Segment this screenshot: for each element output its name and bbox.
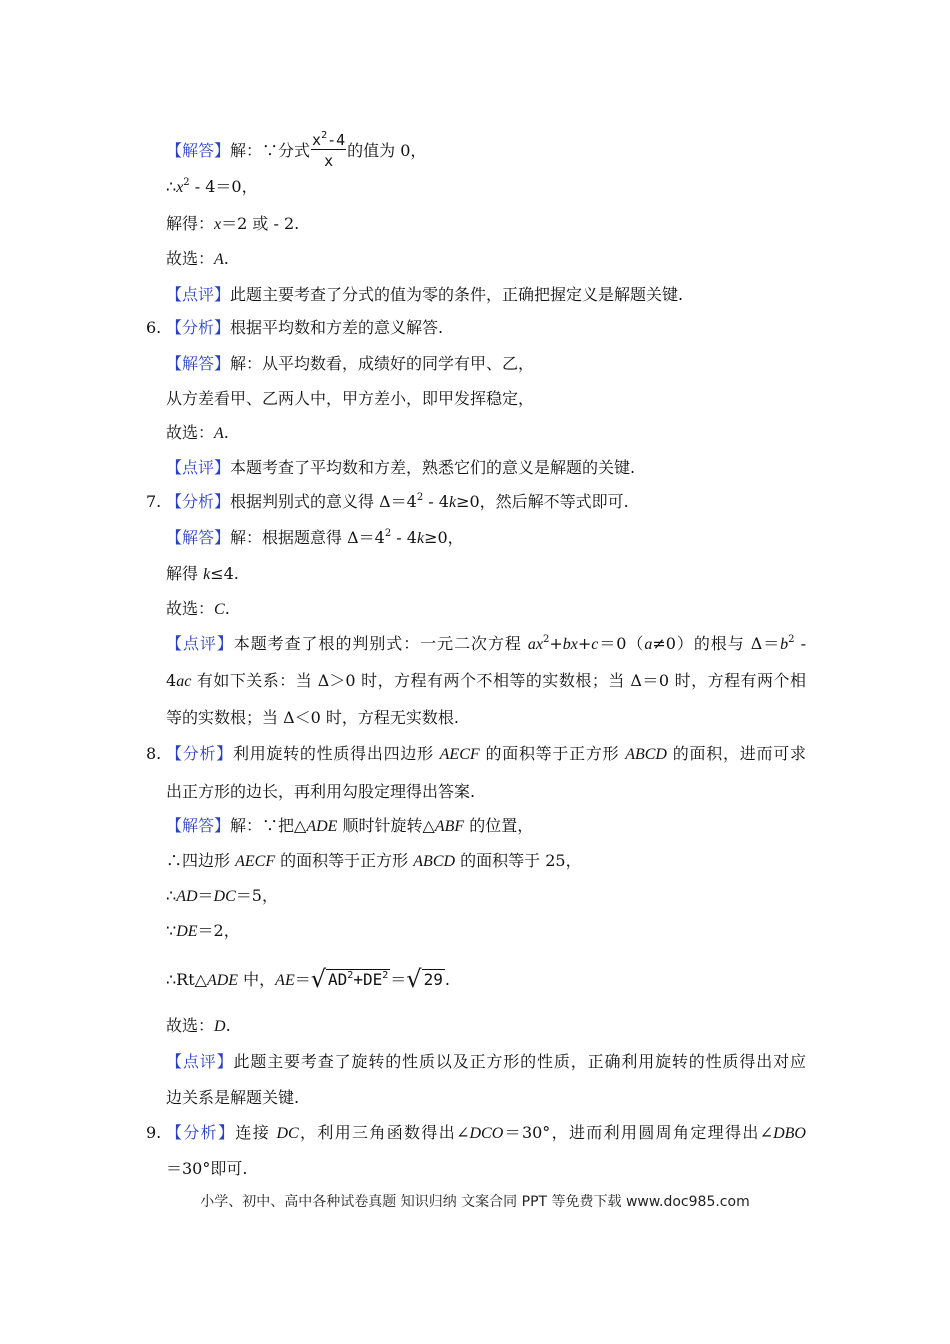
exponent: 2 — [347, 970, 354, 981]
text: 根据判别式的意义得 Δ＝4 — [230, 492, 417, 511]
square-root: √ 29 — [406, 965, 443, 993]
text: 故选： — [166, 599, 215, 618]
text: 故选： — [166, 1016, 215, 1035]
math-variable: AECF — [439, 746, 480, 763]
math-variable: ax — [527, 636, 543, 653]
section-tag: 【点评】 — [166, 634, 234, 653]
text-line — [166, 389, 534, 409]
exponent: 2 — [183, 177, 190, 188]
text-line — [166, 1159, 247, 1179]
math-variable: k — [448, 494, 457, 511]
text: ＝ — [294, 970, 311, 989]
radicand: 29 — [423, 970, 443, 989]
text: 的面积等于正方形 — [275, 851, 414, 870]
text-line — [166, 671, 806, 692]
section-tag: 【解答】 — [166, 141, 231, 160]
text-line — [166, 921, 240, 942]
text-line — [166, 1123, 806, 1144]
text-line — [166, 1052, 806, 1072]
text-line — [166, 1016, 231, 1037]
text: 此题主要考查了旋转的性质以及正方形的性质，正确利用旋转的性质得出对应 — [233, 1052, 806, 1071]
math-variable: DC — [276, 1125, 299, 1142]
text: 的面积等于正方形 — [479, 744, 626, 763]
text: ＝ — [197, 886, 214, 905]
text: ≤4. — [210, 564, 239, 583]
math-variable: x — [214, 216, 222, 233]
text: + — [577, 634, 592, 653]
section-tag: 【点评】 — [166, 1052, 234, 1071]
text: 有如下关系：当 Δ＞0 时，方程有两个不相等的实数根；当 Δ＝0 时，方程有两个相 — [191, 671, 806, 690]
math-variable: x — [176, 179, 184, 196]
math-variable: b — [780, 636, 789, 653]
text-line — [166, 528, 464, 549]
text: 连接 — [235, 1123, 277, 1142]
text: 的面积，进而可求 — [666, 744, 806, 763]
square-root: √ $AD^2+DE^2$ — [310, 965, 389, 993]
text-line — [166, 816, 533, 837]
text: 根据平均数和方差的意义解答. — [230, 318, 444, 337]
section-tag: 【解答】 — [166, 354, 231, 373]
question-number: 9. — [146, 1123, 162, 1142]
text-line — [166, 744, 806, 765]
text: ∴四边形 — [166, 851, 236, 870]
text-line — [166, 354, 534, 374]
text-line — [166, 423, 229, 444]
question-number: 7. — [146, 492, 162, 511]
section-tag: 【分析】 — [166, 744, 233, 763]
text-line — [166, 318, 443, 338]
text: ＝2， — [197, 921, 240, 940]
math-variable: AD — [176, 888, 198, 905]
text: ∴Rt△ — [166, 970, 207, 989]
section-tag: 【解答】 — [166, 528, 231, 547]
question-number: 8. — [146, 744, 162, 763]
text-line — [166, 708, 459, 728]
text: 出正方形的边长，再利用勾股定理得出答案. — [166, 782, 476, 801]
math-variable: c — [591, 636, 599, 653]
text: ∴ — [166, 177, 177, 196]
text: 解得： — [166, 214, 215, 233]
text: - 4 — [423, 492, 449, 511]
text: 顺时针旋转△ — [337, 816, 435, 835]
text: ≥0，然后解不等式即可. — [456, 492, 629, 511]
text-line — [166, 177, 258, 198]
text: ＝0（ — [598, 634, 645, 653]
text-line — [166, 492, 629, 513]
math-variable: DE — [176, 923, 198, 940]
exponent: 2 — [788, 634, 795, 645]
text: 解：根据题意得 Δ＝4 — [230, 528, 385, 547]
text: ∴ — [166, 886, 177, 905]
text: 的面积等于 25， — [455, 851, 582, 870]
math-variable: DBO — [773, 1125, 806, 1142]
math-variable: ADE — [206, 972, 239, 989]
text: ＝5， — [235, 886, 278, 905]
math-variable: a — [644, 636, 653, 653]
math-variable: AE — [275, 972, 295, 989]
radicand: AD — [328, 970, 348, 989]
exponent: 2 — [382, 970, 389, 981]
text: ＝30°，进而利用圆周角定理得出∠ — [503, 1123, 774, 1142]
text: 4 — [166, 671, 177, 690]
denominator: x — [324, 152, 334, 170]
text: . — [225, 1016, 231, 1035]
math-variable: k — [203, 566, 211, 583]
math-variable: D — [214, 1018, 226, 1035]
text: 的值为 0， — [347, 141, 427, 160]
text: 解得 — [166, 564, 204, 583]
section-tag: 【分析】 — [166, 492, 231, 511]
math-variable: AECF — [235, 853, 276, 870]
section-tag: 【点评】 — [166, 285, 231, 304]
section-tag: 【解答】 — [166, 816, 231, 835]
text-line — [166, 886, 278, 907]
text: - 4 — [391, 528, 417, 547]
numerator-base: x — [312, 131, 322, 149]
text: . — [223, 423, 229, 442]
text: 边关系是解题关键. — [166, 1088, 300, 1107]
text: ∵ — [166, 921, 177, 940]
text: 解：∵把△ — [230, 816, 307, 835]
text-line — [166, 851, 582, 872]
text-line — [166, 634, 806, 655]
exponent: 2 — [384, 528, 392, 539]
text: 本题考查了平均数和方差，熟悉它们的意义是解题的关键. — [230, 458, 636, 477]
text: 等的实数根；当 Δ＜0 时，方程无实数根. — [166, 708, 459, 727]
math-variable: ABCD — [413, 853, 456, 870]
text: ＝2 或 - 2. — [221, 214, 300, 233]
math-variable: ABCD — [625, 746, 667, 763]
footer-watermark: 小学、初中、高中各种试卷真题 知识归纳 文案合同 PPT 等免费下载 www.doc985.com — [200, 1194, 750, 1210]
text: . — [444, 970, 450, 989]
exponent: 2 — [321, 130, 328, 141]
fraction — [311, 131, 346, 172]
math-variable: bx — [562, 636, 578, 653]
text: ≥0， — [424, 528, 464, 547]
text-line — [166, 965, 450, 993]
text: - — [794, 634, 806, 653]
text-line — [166, 458, 635, 478]
text-line — [166, 782, 475, 802]
numerator-rest: -4 — [327, 131, 346, 149]
text: 利用旋转的性质得出四边形 — [232, 744, 440, 763]
text: . — [224, 599, 230, 618]
math-variable: DCO — [469, 1125, 504, 1142]
math-variable: ac — [176, 673, 192, 690]
text: 故选： — [166, 249, 215, 268]
text-line — [166, 249, 229, 270]
math-variable: A — [214, 251, 224, 268]
text: 解：从平均数看，成绩好的同学有甲、乙， — [230, 354, 535, 373]
text-line — [166, 131, 426, 172]
text-line — [166, 214, 299, 235]
math-variable: ABF — [434, 818, 465, 835]
text: 本题考查了根的判别式：一元二次方程 — [233, 634, 528, 653]
text: 中， — [238, 970, 276, 989]
text: ≠0）的根与 Δ＝ — [652, 634, 781, 653]
text-line — [166, 599, 230, 620]
math-variable: A — [214, 425, 224, 442]
text: 的位置， — [464, 816, 534, 835]
question-number: 6. — [146, 318, 162, 337]
text: 故选： — [166, 423, 215, 442]
math-variable: ADE — [306, 818, 338, 835]
math-variable: C — [214, 601, 225, 618]
text: 此题主要考查了分式的值为零的条件，正确把握定义是解题关键. — [230, 285, 684, 304]
section-tag: 【分析】 — [166, 318, 231, 337]
text-line — [166, 1088, 299, 1108]
math-variable: DC — [213, 888, 236, 905]
text: ＝ — [390, 970, 407, 989]
text: - 4＝0， — [189, 177, 258, 196]
text-line — [166, 285, 683, 305]
exponent: 2 — [543, 634, 550, 645]
math-variable: k — [416, 530, 425, 547]
text: 从方差看甲、乙两人中，甲方差小，即甲发挥稳定， — [166, 389, 535, 408]
section-tag: 【点评】 — [166, 458, 231, 477]
section-tag: 【分析】 — [166, 1123, 236, 1142]
exponent: 2 — [416, 492, 424, 503]
text: 解：∵分式 — [230, 141, 311, 160]
text: + — [549, 634, 563, 653]
radicand: +DE — [353, 970, 383, 989]
text: ＝30°即可. — [166, 1159, 248, 1178]
text-line — [166, 564, 239, 585]
text: . — [223, 249, 229, 268]
text: ，利用三角函数得出∠ — [298, 1123, 470, 1142]
